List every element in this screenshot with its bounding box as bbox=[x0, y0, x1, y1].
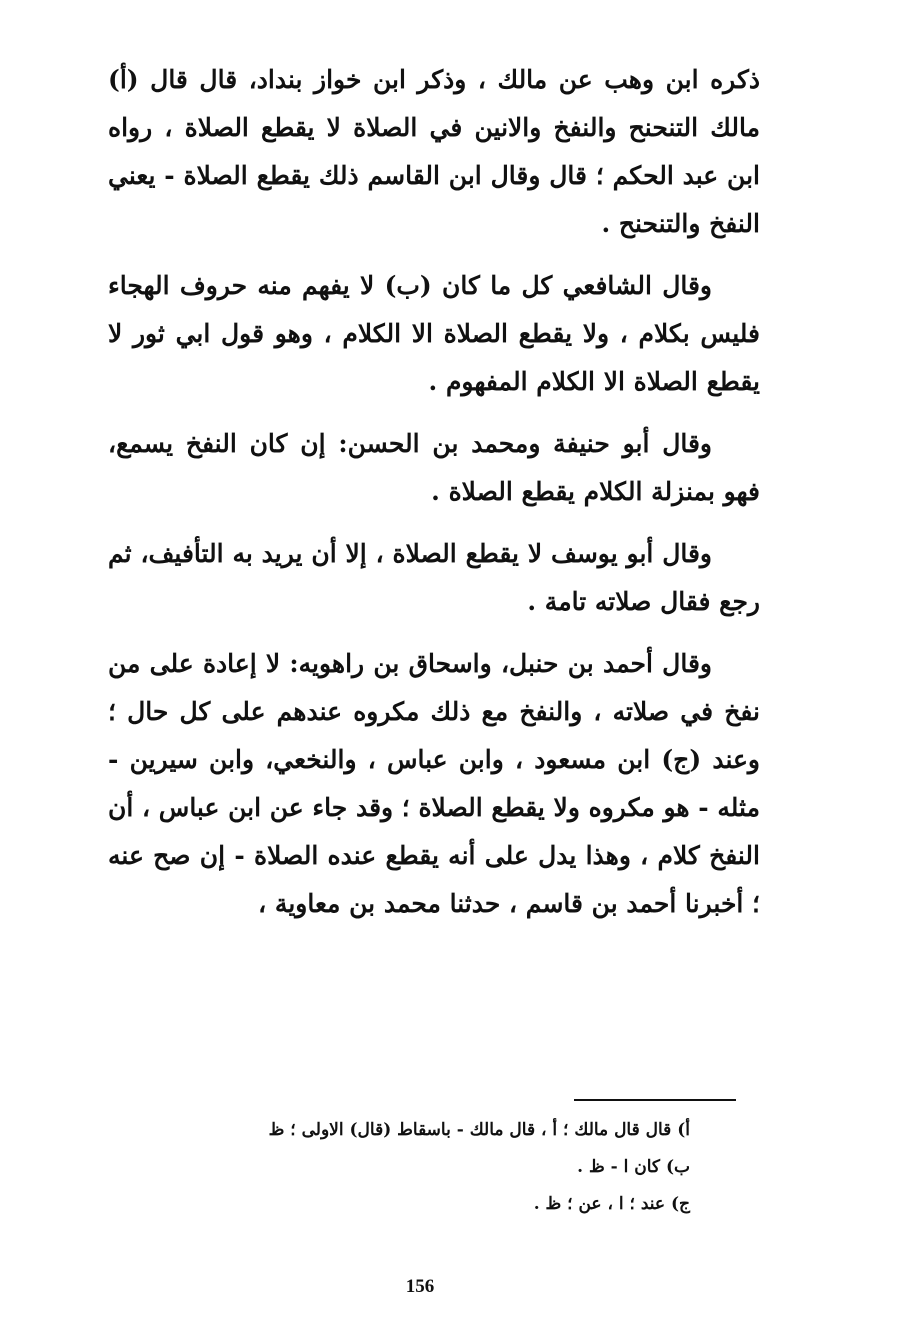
page-number: 156 bbox=[405, 1276, 435, 1297]
main-text bbox=[108, 56, 760, 942]
footnote-divider bbox=[574, 1099, 736, 1101]
paragraph-1: ذكره ابن وهب عن مالك ، وذكر ابن خواز بنداد، قال قال (أ) مالك التنحنح والنفخ والانين في الصلاة لا يقطع الصلاة ، رواه ابن عبد الحكم ؛ قال وقال ابن القاسم ذلك يقطع الصلاة - يعني النفخ والتنحنح . bbox=[108, 65, 760, 238]
paragraph-2: وقال الشافعي كل ما كان (ب) لا يفهم منه حروف الهجاء فليس بكلام ، ولا يقطع الصلاة الا الكلام ، وهو قول ابي ثور لا يقطع الصلاة الا الكلام المفهوم . bbox=[108, 271, 760, 396]
footnotes bbox=[170, 1112, 690, 1223]
footnote-c: ج) عند ؛ ا ، عن ؛ ظ . bbox=[533, 1194, 690, 1214]
footnote-a: أ) قال قال مالك ؛ أ ، قال مالك - باسقاط (قال) الاولى ؛ ظ bbox=[268, 1120, 690, 1140]
footnote-b: ب) كان ا - ظ . bbox=[577, 1157, 690, 1177]
paragraph-5: وقال أحمد بن حنبل، واسحاق بن راهويه: لا إعادة على من نفخ في صلاته ، والنفخ مع ذلك مكروه عندهم على كل حال ؛ وعند (ج) ابن مسعود ، وابن عباس ، والنخعي، وابن سيرين - مثله - هو مكروه ولا يقطع الصلاة ؛ وقد جاء عن ابن عباس ، أن النفخ كلام ، وهذا يدل على أنه يقطع عنده الصلاة - إن صح عنه ؛ أخبرنا أحمد بن قاسم ، حدثنا محمد بن معاوية ، bbox=[108, 649, 760, 918]
paragraph-4: وقال أبو يوسف لا يقطع الصلاة ، إلا أن يريد به التأفيف، ثم رجع فقال صلاته تامة . bbox=[108, 539, 760, 616]
paragraph-3: وقال أبو حنيفة ومحمد بن الحسن: إن كان النفخ يسمع، فهو بمنزلة الكلام يقطع الصلاة . bbox=[108, 429, 760, 506]
